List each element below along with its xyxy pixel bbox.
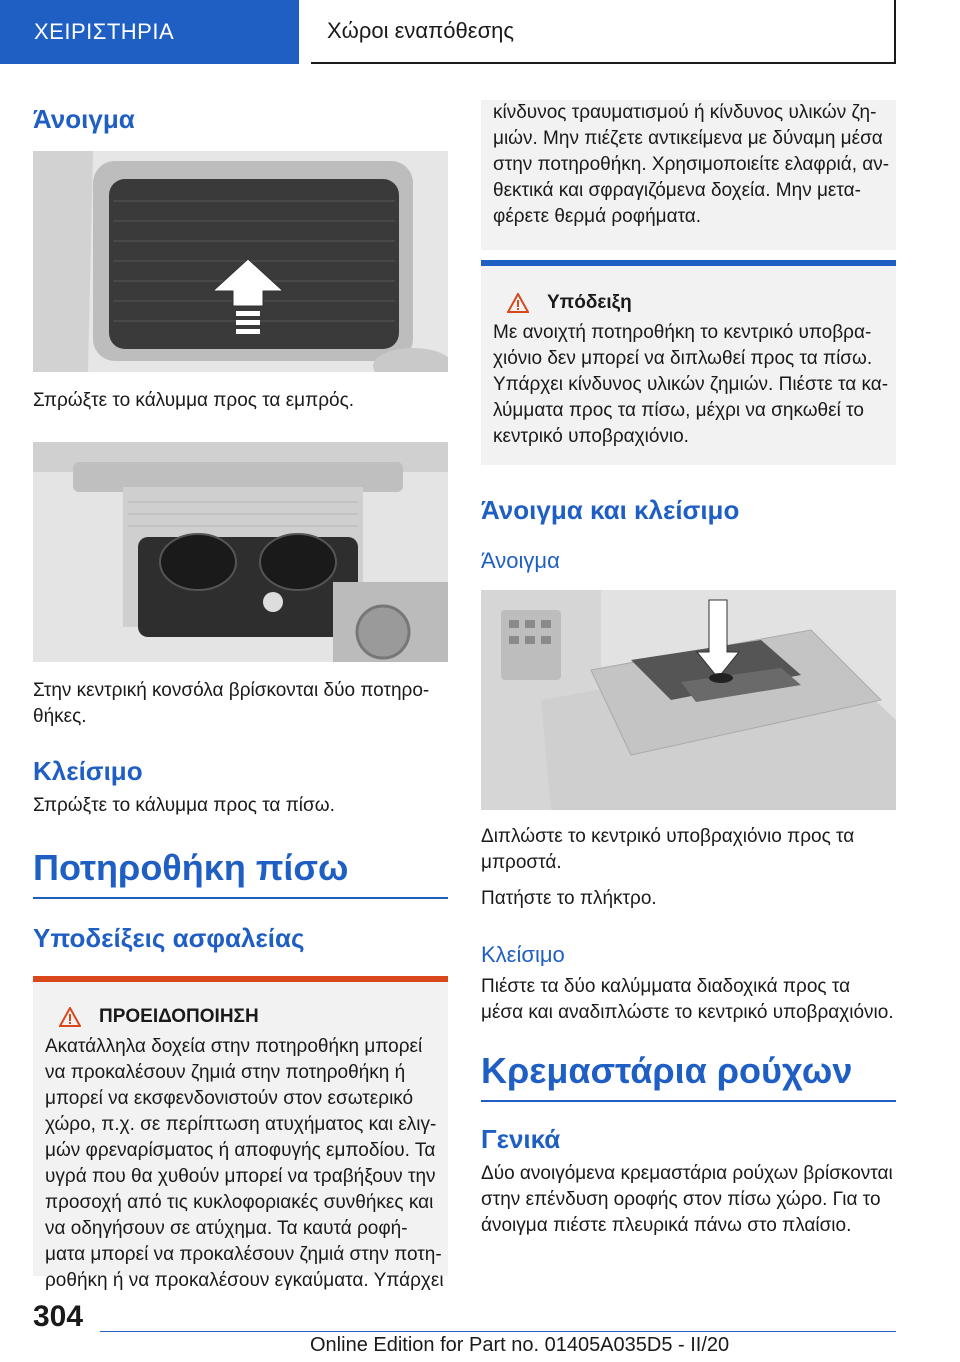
cupholders-image bbox=[33, 442, 448, 662]
header-section-tab: ΧΕΙΡΙΣΤΗΡΙΑ bbox=[0, 0, 299, 64]
general-line: άνοιγμα πιέστε πλευρικά πάνω στο πλαίσιο. bbox=[481, 1215, 852, 1236]
warning-line: να προκαλέσουν ζημιά στην ποτηροθήκη ή bbox=[45, 1062, 406, 1083]
open-subheading: Άνοιγμα bbox=[481, 548, 560, 573]
open-close-heading: Άνοιγμα και κλείσιμο bbox=[481, 495, 740, 525]
rear-cupholder-title: Ποτηροθήκη πίσω bbox=[33, 847, 349, 888]
general-line: στην επένδυση οροφής στον πίσω χώρο. Για το bbox=[481, 1189, 881, 1210]
fold-text-line-2: μπροστά. bbox=[481, 852, 562, 873]
warning-continuation-box bbox=[481, 100, 896, 250]
coat-hooks-title: Κρεμαστάρια ρούχων bbox=[481, 1050, 853, 1091]
note-line: Με ανοιχτή ποτηροθήκη το κεντρικό υποβρα- bbox=[493, 322, 872, 343]
left-column bbox=[33, 100, 448, 1291]
general-heading: Γενικά bbox=[481, 1124, 561, 1154]
note-title: Υπόδειξη bbox=[547, 292, 632, 313]
note-line: κεντρικό υποβραχιόνιο. bbox=[493, 426, 689, 447]
close-subheading: Κλείσιμο bbox=[481, 942, 565, 967]
press-text: Πατήστε το πλήκτρο. bbox=[481, 888, 657, 909]
edition-text: Online Edition for Part no. 01405A035D5 - II/20 bbox=[310, 1334, 730, 1356]
warning-line: να οδηγήσουν σε ατύχημα. Τα καυτά ροφή- bbox=[45, 1218, 408, 1239]
warning-box bbox=[33, 976, 448, 1291]
warning-line: ροθήκη ή να προκαλέσουν εγκαύματα. Υπάρχει bbox=[45, 1270, 444, 1291]
close-heading: Κλείσιμο bbox=[33, 756, 143, 786]
note-title-row bbox=[493, 292, 896, 314]
warning-cont-line: θεκτικά και σφραγιζόμενα δοχεία. Μην μετα- bbox=[493, 180, 861, 201]
warning-cont-line: κίνδυνος τραυματισμού ή κίνδυνος υλικών ζη- bbox=[493, 102, 877, 123]
open-instruction: Σπρώξτε το κάλυμμα προς τα εμπρός. bbox=[33, 390, 355, 411]
warning-line: ματα μπορεί να προκαλέσουν ζημιά στην ποτη- bbox=[45, 1244, 442, 1265]
right-column bbox=[481, 100, 896, 1239]
warning-title-row bbox=[45, 1006, 448, 1028]
warning-line: Ακατάλληλα δοχεία στην ποτηροθήκη μπορεί bbox=[45, 1036, 423, 1057]
page-number: 304 bbox=[33, 1300, 84, 1333]
warning-line: προσοχή από τις κυκλοφοριακές συνθήκες και bbox=[45, 1192, 434, 1213]
header-chapter-title: Χώροι εναπόθεσης bbox=[311, 0, 896, 64]
open-heading: Άνοιγμα bbox=[33, 104, 135, 134]
close-text-line-2: μέσα και αναδιπλώστε το κεντρικό υποβραχιόνιο. bbox=[481, 1002, 894, 1023]
warning-line: υγρά που θα χυθούν μπορεί να τραβήξουν την bbox=[45, 1166, 436, 1187]
coat-hooks-title-block bbox=[481, 1050, 896, 1102]
general-line: Δύο ανοιγόμενα κρεμαστάρια ρούχων βρίσκονται bbox=[481, 1163, 893, 1184]
fold-text-line-1: Διπλώστε το κεντρικό υποβραχιόνιο προς τα bbox=[481, 826, 855, 847]
warning-line: μπορεί να εκσφενδονιστούν στον εσωτερικό bbox=[45, 1088, 414, 1109]
warning-cont-line: φέρετε θερμά ροφήματα. bbox=[493, 206, 702, 227]
cupholders-text-line-1: Στην κεντρική κονσόλα βρίσκονται δύο ποτηρο- bbox=[33, 680, 430, 701]
safety-notes-heading: Υποδείξεις ασφαλείας bbox=[33, 923, 305, 953]
warning-line: μών φρεναρίσματος ή αποφυγής εμποδίου. Τα bbox=[45, 1140, 436, 1161]
cupholders-text-line-2: θήκες. bbox=[33, 706, 87, 727]
armrest-image bbox=[481, 590, 896, 810]
rear-cupholder-title-block bbox=[33, 847, 448, 899]
note-line: λύμματα προς τα πίσω, μέχρι να σηκωθεί το bbox=[493, 400, 864, 421]
close-instruction: Σπρώξτε το κάλυμμα προς τα πίσω. bbox=[33, 795, 335, 816]
note-line: Υπάρχει κίνδυνος υλικών ζημιών. Πιέστε τα κα- bbox=[493, 374, 889, 395]
warning-cont-line: στην ποτηροθήκη. Χρησιμοποιείτε ελαφριά, αν- bbox=[493, 154, 890, 175]
warning-title: ΠΡΟΕΙΔΟΠΟΙΗΣΗ bbox=[99, 1006, 259, 1027]
close-text-line-1: Πιέστε τα δύο καλύμματα διαδοχικά προς τα bbox=[481, 976, 851, 997]
warning-cont-line: μιών. Μην πιέζετε αντικείμενα με δύναμη μέσα bbox=[493, 128, 883, 149]
note-line: χιόνιο δεν μπορεί να διπλωθεί προς τα πίσω. bbox=[493, 348, 873, 369]
note-box bbox=[481, 260, 896, 465]
warning-line: χώρο, π.χ. σε περίπτωση ατυχήματος και ελιγ- bbox=[45, 1114, 437, 1135]
cover-open-image bbox=[33, 151, 448, 372]
warning-triangle-icon bbox=[507, 293, 529, 313]
warning-triangle-icon bbox=[59, 1007, 81, 1027]
footer-divider bbox=[100, 1331, 896, 1332]
